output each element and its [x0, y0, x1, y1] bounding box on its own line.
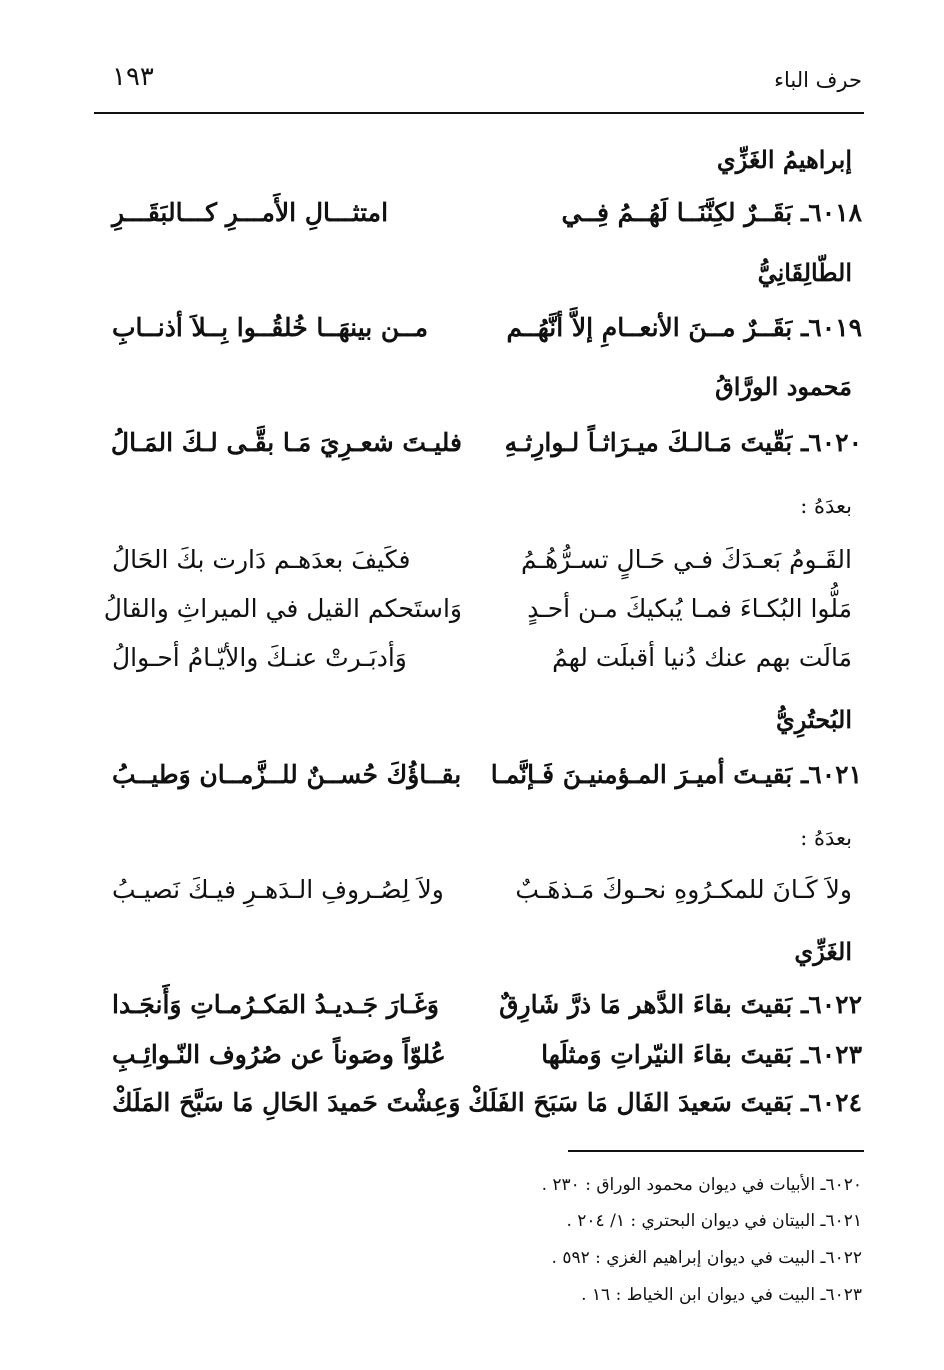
- verse-first-hemistich: مَلُّوا البُكـاءَ فمـا يُبكيكَ مـن أحـدٍ: [527, 594, 852, 623]
- verse-first-hemistich: ولاَ كَـانَ للمكـرُوهِ نحـوكَ مَـذهَـبٌ: [515, 875, 852, 904]
- verse-first-hemistich: ٦٠١٩ـ بَقَــرٌ مــنَ الأنعــامِ إلاَّ أنَّهُــم: [506, 313, 862, 342]
- poet-name: البُحتُرِيُّ: [776, 705, 852, 734]
- verse-first-hemistich: ٦٠٢٢ـ بَقيتَ بقاءَ الدَّهر مَا ذرَّ شَارِقٌ: [499, 990, 862, 1019]
- verse-first-hemistich: القَـومُ بَعـدَكَ فـي حَـالٍ تسـرُّهُـمُ: [521, 545, 852, 574]
- verse-first-hemistich: ٦٠٢٤ـ بَقيتَ سَعيدَ الفَال مَا سَبَحَ الفَلَكْ: [468, 1088, 862, 1117]
- poet-name: الغَزِّي: [794, 937, 852, 966]
- verse-second-hemistich: فكَيفَ بعدَهـم دَارت بكَ الحَالُ: [112, 545, 411, 574]
- verse-second-hemistich: مــن بينهَــا خُلقُــوا بِــلاَ أذنــابِ: [112, 313, 428, 342]
- footnote: ٦٠٢٣ـ البيت في ديوان ابن الخياط : ١٦ .: [581, 1285, 862, 1305]
- poet-name: إبراهيمُ الغَزِّي: [716, 145, 852, 174]
- footnote: ٦٠٢١ـ البيتان في ديوان البحتري : ١/ ٢٠٤ .: [566, 1211, 862, 1231]
- verse-second-hemistich: وَاستَحكم القيل في الميراثِ والقالُ: [103, 594, 462, 623]
- footnote: ٦٠٢٢ـ البيت في ديوان إبراهيم الغزي : ٥٩٢ .: [551, 1248, 862, 1268]
- verse-second-hemistich: وَعِشْتَ حَميدَ الحَالِ مَا سَبَّحَ المَلَكْ: [112, 1088, 461, 1117]
- verse-second-hemistich: عُلوّاً وصَوناً عن صُرُوف النّـوائِـبِ: [112, 1040, 446, 1069]
- continuation-label: بعدَهُ :: [800, 826, 852, 850]
- verse-second-hemistich: وَأدبَـرتْ عنـكَ والأيّـامُ أحـوالُ: [112, 643, 407, 672]
- poet-name: مَحمود الورَّاقُ: [715, 372, 852, 401]
- poet-name: الطّالِقَانِيُّ: [757, 258, 852, 287]
- verse-second-hemistich: بقــاؤُكَ حُســنٌ للــزَّمــان وَطيــبُ: [112, 760, 462, 789]
- footnote: ٦٠٢٠ـ الأبيات في ديوان محمود الوراق : ٢٣٠ .: [541, 1175, 862, 1195]
- verse-first-hemistich: ٦٠٢١ـ بَقيـتَ أميـرَ المـؤمنيـنَ فَـإنَّمـا: [490, 760, 862, 789]
- verse-first-hemistich: مَالَت بهم عنك دُنيا أقبلَت لهمُ: [552, 643, 852, 672]
- verse-first-hemistich: ٦٠٢٠ـ بَقّيتَ مَـالـكَ ميـرَاثـاً لـوارِثـهِ: [504, 428, 862, 457]
- continuation-label: بعدَهُ :: [800, 494, 852, 518]
- verse-second-hemistich: ولاَ لِصُـروفِ الـدَهـرِ فيـكَ نَصيـبُ: [112, 875, 444, 904]
- page-number: ١٩٣: [112, 62, 154, 92]
- header-divider: [94, 112, 864, 114]
- verse-second-hemistich: وَغَـارَ جَـديـدُ المَكـرُمـاتِ وَأَنجَـدا: [112, 990, 439, 1019]
- verse-first-hemistich: ٦٠٢٣ـ بَقيتَ بقاءَ النيّراتِ وَمثلَها: [541, 1040, 862, 1069]
- verse-first-hemistich: ٦٠١٨ـ بَقَــرٌ لكِنَّنَــا لَهُــمُ فِــي: [561, 198, 862, 227]
- verse-second-hemistich: امتثـــالِ الأَمـــرِ كـــالبَقَـــرِ: [112, 198, 389, 227]
- verse-second-hemistich: فليـتَ شعـرِيَ مَـا بقَّـى لـكَ المَـالُ: [110, 428, 462, 457]
- running-header-title: حرف الباء: [774, 68, 862, 92]
- footnote-divider: [568, 1150, 864, 1152]
